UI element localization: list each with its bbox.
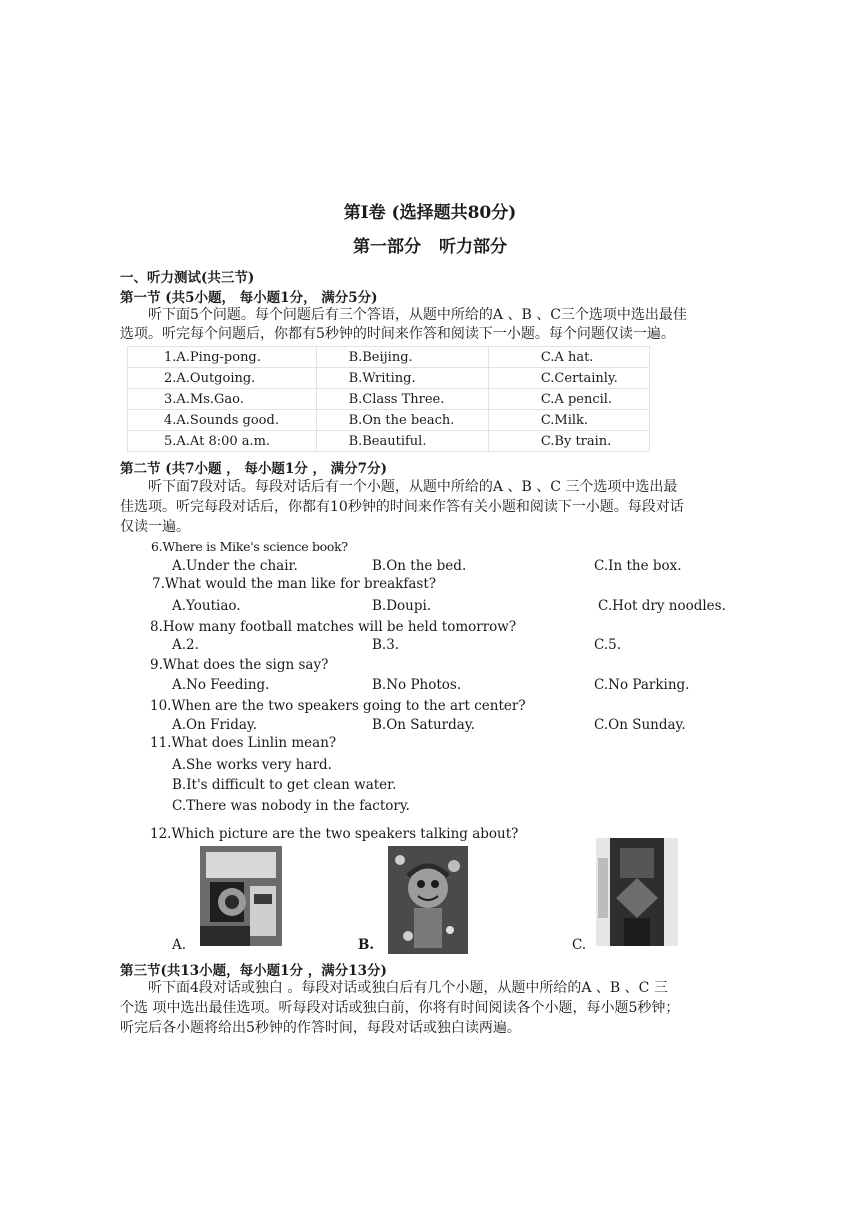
option-cell: B.Beijing. (316, 347, 488, 368)
question-11: 11.What does Linlin mean? (150, 735, 337, 751)
q7-option-b: B.Doupi. (372, 598, 432, 614)
q9-option-a: A.No Feeding. (172, 677, 270, 693)
q10-option-c: C.On Sunday. (594, 717, 686, 733)
picture-c-image (596, 838, 678, 946)
q6-option-a: A.Under the chair. (172, 558, 298, 574)
sec3-instruction-line3: 听完后各小题将给出5秒钟的作答时间，每段对话或独白读两遍。 (120, 1020, 521, 1036)
q8-option-c: C.5. (594, 637, 622, 653)
option-cell: C.A hat. (488, 347, 649, 368)
question-12: 12.Which picture are the two speakers talking about? (150, 826, 519, 842)
part-number: 第一部分 (353, 237, 421, 257)
q8-option-a: A.2. (172, 637, 199, 653)
question-8: 8.How many football matches will be held tomorrow? (150, 619, 517, 635)
option-cell: C.Milk. (488, 410, 649, 431)
q10-option-b: B.On Saturday. (372, 717, 475, 733)
question-9: 9.What does the sign say? (150, 657, 329, 673)
sec1-instruction-line1: 听下面5个问题。每个问题后有三个答语，从题中所给的A 、B 、C三个选项中选出最佳 (148, 307, 687, 323)
option-cell: B.On the beach. (316, 410, 488, 431)
sec1-options-table (127, 346, 650, 452)
exam-volume-title: 第Ⅰ卷 (选择题共80分) (343, 203, 517, 223)
option-cell: B.Beautiful. (316, 431, 488, 452)
q9-option-b: B.No Photos. (372, 677, 462, 693)
question-7: 7.What would the man like for breakfast? (152, 576, 436, 592)
picture-b-image (388, 846, 468, 954)
option-cell: 2.A.Outgoing. (128, 368, 317, 389)
part-title (0, 232, 860, 257)
q7-option-c: C.Hot dry noodles. (598, 598, 726, 614)
sec2-instruction-line1: 听下面7段对话。每段对话后有一个小题，从题中所给的A 、B 、C 三个选项中选出最 (148, 479, 678, 495)
q8-option-b: B.3. (372, 637, 400, 653)
option-cell: C.Certainly. (488, 368, 649, 389)
option-cell: 1.A.Ping-pong. (128, 347, 317, 368)
q10-option-a: A.On Friday. (172, 717, 258, 733)
question-6: 6.Where is Mike's science book? (151, 539, 348, 554)
option-cell: C.A pencil. (488, 389, 649, 410)
q11-option-c: C.There was nobody in the factory. (172, 798, 410, 814)
q9-option-c: C.No Parking. (594, 677, 690, 693)
option-cell: 4.A.Sounds good. (128, 410, 317, 431)
q11-option-b: B.It's difficult to get clean water. (172, 777, 397, 793)
sec2-instruction-line3: 仅读一遍。 (120, 519, 190, 535)
sec1-instruction-line2: 选项。听完每个问题后，你都有5秒钟的时间来作答和阅读下一小题。每个问题仅读一遍。 (120, 326, 675, 342)
table-row (128, 389, 650, 410)
sec2-instruction-line2: 佳选项。听完每段对话后，你都有10秒钟的时间来作答有关小题和阅读下一小题。每段对话 (120, 499, 684, 515)
q6-option-c: C.In the box. (594, 558, 682, 574)
sec3-heading: 第三节(共13小题，每小题1分 ，满分13分) (120, 963, 387, 979)
q12-label-c: C. (572, 937, 587, 953)
table-row (128, 431, 650, 452)
picture-a-image (200, 846, 282, 946)
sec3-instruction-line2: 个选 项中选出最佳选项。听每段对话或独白前，你将有时间阅读各个小题，每小题5秒钟； (120, 1000, 680, 1016)
sec3-instruction-line1: 听下面4段对话或独白 。每段对话或独白后有几个小题，从题中所给的A 、B 、C 三 (148, 980, 668, 996)
table-row (128, 410, 650, 431)
q12-label-a: A. (172, 937, 187, 953)
option-cell: B.Writing. (316, 368, 488, 389)
option-cell: B.Class Three. (316, 389, 488, 410)
listening-section-heading: 一、听力测试(共三节) (120, 270, 255, 286)
question-10: 10.When are the two speakers going to the art center? (150, 698, 526, 714)
q6-option-b: B.On the bed. (372, 558, 467, 574)
option-cell: 3.A.Ms.Gao. (128, 389, 317, 410)
option-cell: C.By train. (488, 431, 649, 452)
q7-option-a: A.Youtiao. (172, 598, 241, 614)
table-row (128, 347, 650, 368)
table-row (128, 368, 650, 389)
sec1-heading: 第一节 (共5小题， 每小题1分， 满分5分) (120, 290, 378, 306)
sec2-heading: 第二节 (共7小题 ， 每小题1分 ， 满分7分) (120, 461, 387, 477)
q12-label-b: B. (358, 937, 375, 953)
q11-option-a: A.She works very hard. (172, 757, 332, 773)
option-cell: 5.A.At 8:00 a.m. (128, 431, 317, 452)
part-name: 听力部分 (439, 237, 507, 257)
